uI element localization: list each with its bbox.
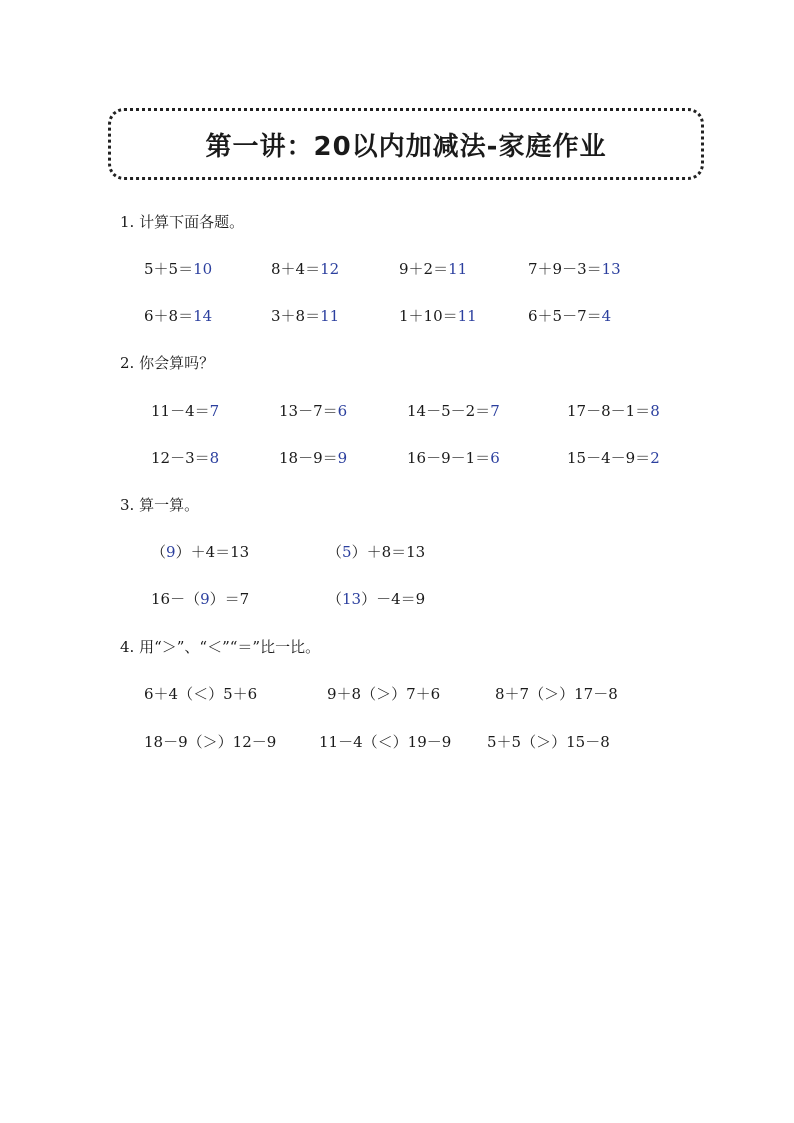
comparison-sign: ＞ <box>536 733 552 751</box>
equation: 7＋9－3＝13 <box>528 260 621 278</box>
equation: 18－9＝9 <box>279 449 348 467</box>
comparison: 8＋7（＞）17－8 <box>495 685 618 703</box>
comparison: 18－9（＞）12－9 <box>144 733 277 751</box>
comparison-sign: ＞ <box>202 733 218 751</box>
answer: 9 <box>166 543 176 561</box>
comparison: 11－4（＜）19－9 <box>319 733 452 751</box>
answer: 7 <box>490 402 500 420</box>
comparison-sign: ＞ <box>376 685 392 703</box>
answer: 11 <box>448 260 468 278</box>
fill-in-equation: 16－（9）＝7 <box>151 590 250 608</box>
equation: 6＋8＝14 <box>144 307 213 325</box>
equation: 17－8－1＝8 <box>567 402 660 420</box>
comparison-sign: ＜ <box>193 685 209 703</box>
answer: 14 <box>193 307 213 325</box>
equation: 3＋8＝11 <box>271 307 340 325</box>
equation: 11－4＝7 <box>151 402 220 420</box>
equation: 14－5－2＝7 <box>407 402 500 420</box>
fill-in-equation: （5）＋8＝13 <box>327 543 426 561</box>
answer: 11 <box>457 307 477 325</box>
equation: 6＋5－7＝4 <box>528 307 612 325</box>
question-2-heading: 2. 你会算吗？ <box>120 354 215 372</box>
answer: 11 <box>320 307 340 325</box>
answer: 6 <box>337 402 348 420</box>
fill-in-equation: （9）＋4＝13 <box>151 543 250 561</box>
question-1-heading: 1. 计算下面各题。 <box>120 213 245 231</box>
answer: 4 <box>601 307 612 325</box>
answer: 6 <box>490 449 500 467</box>
comparison: 5＋5（＞）15－8 <box>487 733 610 751</box>
question-3-heading: 3. 算一算。 <box>120 496 200 514</box>
comparison-sign: ＞ <box>544 685 560 703</box>
fill-in-equation: （13）－4＝9 <box>327 590 426 608</box>
answer: 5 <box>342 543 352 561</box>
equation: 5＋5＝10 <box>144 260 213 278</box>
equation: 9＋2＝11 <box>399 260 468 278</box>
answer: 13 <box>601 260 621 278</box>
answer: 2 <box>650 449 660 467</box>
equation: 8＋4＝12 <box>271 260 340 278</box>
equation: 1＋10＝11 <box>399 307 477 325</box>
equation: 13－7＝6 <box>279 402 348 420</box>
comparison: 9＋8（＞）7＋6 <box>327 685 441 703</box>
question-4-heading: 4. 用“＞”、“＜”“＝”比一比。 <box>120 638 321 656</box>
equation: 12－3＝8 <box>151 449 220 467</box>
comparison-sign: ＜ <box>377 733 393 751</box>
answer: 9 <box>337 449 348 467</box>
equation: 15－4－9＝2 <box>567 449 660 467</box>
answer: 9 <box>200 590 210 608</box>
page-title: 第一讲：20以内加减法-家庭作业 <box>205 131 607 162</box>
title-box <box>108 108 704 180</box>
answer: 8 <box>209 449 220 467</box>
equation: 16－9－1＝6 <box>407 449 500 467</box>
answer: 10 <box>193 260 213 278</box>
answer: 8 <box>650 402 660 420</box>
answer: 13 <box>342 590 362 608</box>
answer: 7 <box>209 402 220 420</box>
comparison: 6＋4（＜）5＋6 <box>144 685 258 703</box>
answer: 12 <box>320 260 340 278</box>
